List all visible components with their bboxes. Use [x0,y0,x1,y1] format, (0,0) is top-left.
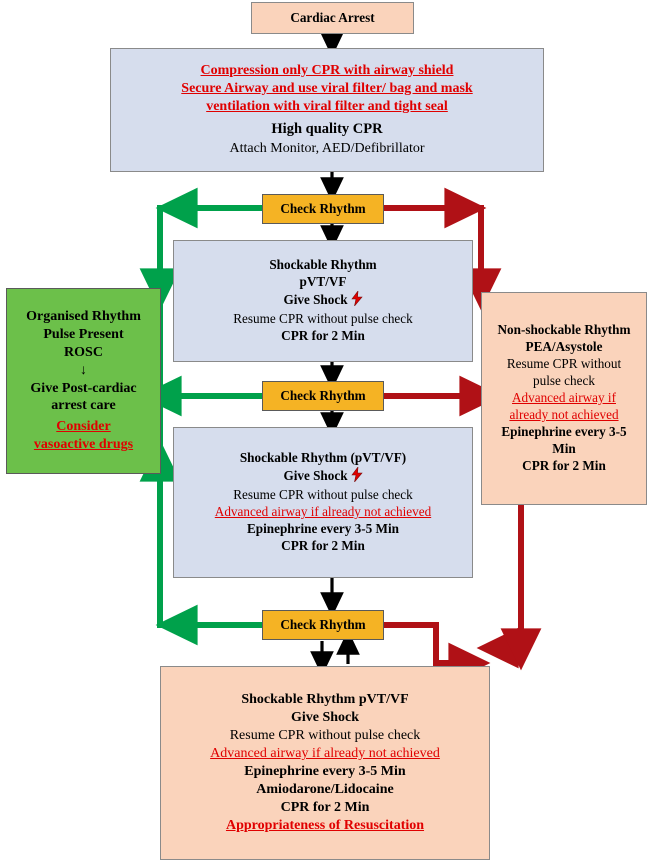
shockable-2-line-4: Advanced airway if already not achieved [214,504,432,519]
non-shockable-line-1: Non-shockable Rhythm [497,322,631,338]
give-shock-text-2: Give Shock [283,468,348,484]
non-shockable-line-2: PEA/Asystole [525,339,603,355]
check-rhythm-1-label: Check Rhythm [280,200,366,216]
shockable-3-line-7: CPR for 2 Min [280,799,370,815]
arrow-red-nonshockable-down [497,505,521,650]
non-shockable-line-5: Advanced airway if [512,390,616,406]
give-shock-text-1: Give Shock [283,292,348,308]
node-initial-actions[interactable] [110,48,544,172]
shockable-2-line-2 [182,467,464,487]
shockable-3-line-8: Appropriateness of Resuscitation [225,817,425,833]
shockable-1-line-1: Shockable Rhythm [269,257,377,273]
rosc-line-1: Organised Rhythm [26,308,141,324]
non-shockable-line-6: already not achieved [509,406,619,422]
initial-action-line-1: Compression only CPR with airway shield [200,62,454,78]
node-shockable-rhythm-2[interactable] [173,427,473,578]
node-check-rhythm-3[interactable] [262,610,384,640]
shockable-1-line-2: pVT/VF [299,274,347,290]
shockable-1-line-3 [182,291,464,311]
shockable-1-line-4: Resume CPR without pulse check [233,310,413,326]
node-check-rhythm-2[interactable] [262,381,384,411]
initial-action-line-2: Secure Airway and use viral filter/ bag and mask [181,80,473,96]
arrow-red-check3-to-final [384,625,470,663]
shockable-2-line-1: Shockable Rhythm (pVT/VF) [239,450,407,466]
node-check-rhythm-1[interactable] [262,194,384,224]
shockable-2-line-6: CPR for 2 Min [281,537,365,553]
rosc-line-5: Give Post-cardiac [30,380,137,396]
rosc-down-arrow-icon: ↓ [80,362,87,378]
shockable-3-line-3: Resume CPR without pulse check [229,728,421,744]
node-shockable-rhythm-3[interactable] [160,666,490,860]
shockable-3-line-6: Amiodarone/Lidocaine [256,781,394,797]
shockable-3-line-2: Give Shock [290,710,360,726]
non-shockable-line-7: Epinephrine every 3-5 [501,423,627,439]
initial-action-line-4: High quality CPR [271,120,383,137]
node-cardiac-arrest[interactable] [251,2,414,34]
shockable-3-line-1: Shockable Rhythm pVT/VF [241,692,409,708]
shockable-1-line-5: CPR for 2 Min [281,327,365,343]
cardiac-arrest-label: Cardiac Arrest [290,9,375,25]
shockable-3-line-5: Epinephrine every 3-5 Min [244,764,406,779]
rosc-line-8: vasoactive drugs [33,437,134,453]
non-shockable-line-8: Min [552,440,576,456]
shockable-2-line-3: Resume CPR without pulse check [233,487,413,503]
node-organised-rhythm-rosc[interactable] [6,288,161,474]
rosc-line-7: Consider [56,419,111,435]
rosc-line-6: arrest care [51,398,116,414]
check-rhythm-2-label: Check Rhythm [280,387,366,403]
lightning-bolt-icon-2 [351,467,363,487]
rosc-line-2: Pulse Present [43,326,124,342]
node-shockable-rhythm-1[interactable] [173,240,473,362]
non-shockable-line-3: Resume CPR without [506,356,622,372]
initial-action-line-3: ventilation with viral filter and tight seal [206,98,448,114]
initial-action-line-5: Attach Monitor, AED/Defibrillator [229,141,425,157]
rosc-line-3: ROSC [64,344,103,360]
shockable-3-line-4: Advanced airway if already not achieved [210,746,440,762]
node-non-shockable-rhythm[interactable] [481,292,647,505]
non-shockable-line-9: CPR for 2 Min [522,457,606,473]
check-rhythm-3-label: Check Rhythm [280,616,366,632]
lightning-bolt-icon [351,291,363,311]
shockable-2-line-5: Epinephrine every 3-5 Min [246,520,400,536]
non-shockable-line-4: pulse check [533,373,595,389]
